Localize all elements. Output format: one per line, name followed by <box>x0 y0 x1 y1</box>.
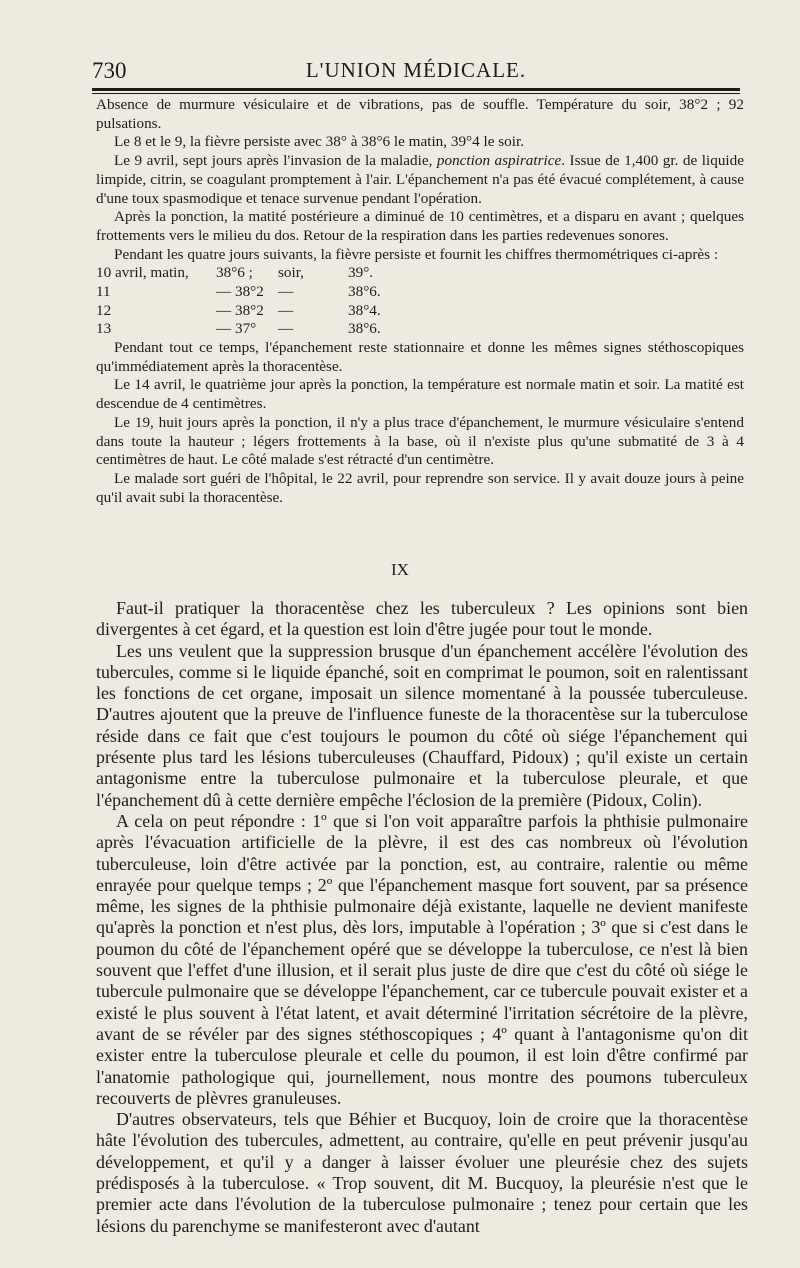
temp-separator: soir, <box>278 264 304 282</box>
paragraph: Le 8 et le 9, la fièvre persiste avec 38° à 38°6 le matin, 39°4 le soir. <box>114 133 525 151</box>
page-number: 730 <box>92 58 127 83</box>
temp-separator: — <box>278 283 294 301</box>
paragraph: Absence de murmure vésiculaire et de vibrations, pas de souffle. Température du soir, 38°2 ; 92 pulsations. <box>96 96 744 132</box>
text-run: . Issue de 1,400 gr. de liquide limpide, citrin, se coagulant promptement à l'air. L'épanchement n'a pas été évacué complétement, à cause d'une toux spasmodique et tenace survenue pendant l'opération. <box>96 152 744 207</box>
page-header <box>92 54 740 90</box>
emphasis: ponction aspiratrice <box>436 152 562 170</box>
paragraph: Le malade sort guéri de l'hôpital, le 22 avril, pour reprendre son service. Il y avait douze jours à peine qu'il avait subi la thoracentèse. <box>96 470 744 506</box>
paragraph: Le 14 avril, le quatrième jour après la ponction, la température est normale matin et soir. La matité est descendue de 4 centimètres. <box>96 376 744 413</box>
temp-date: 11 <box>96 283 111 301</box>
temp-separator: — <box>278 301 294 319</box>
temperature-row <box>96 302 744 321</box>
section-body <box>96 598 748 1237</box>
paragraph: A cela on peut répondre : 1º que si l'on voit apparaître parfois la phthisie pulmonaire après l'évacuation artificielle de la plèvre, il est des cas nombreux où l'évolution tuberculeuse, loin d'être activée par la ponction, est, au contraire, ralentie ou même enrayée pour quelque temps ; 2º que l'épanchement masque fort souvent, par sa présence même, les signes de la phthisie pulmonaire déjà existante, laquelle ne devient manifeste qu'après la ponction et n'est plus, dès lors, imputable à l'opération ; 3º que si c'est dans le poumon du côté de l'épanchement opéré que se développe la tuberculose, ce n'est là bien souvent que l'effet d'une illusion, et il serait plus juste de dire que c'est du côté où siége le tubercule pulmonaire que se développe l'épanchement, car ce tubercule pouvait exister et a existé le plus souvent à l'état latent, et avait déterminé l'irritation sécrétoire de la plèvre, avant de se révéler par des signes stéthoscopiques ; 4º quant à l'antagonisme qu'on dit exister entre la tuberculose pleurale et celle du poumon, il est loin d'être confirmé par l'anatomie pathologique qui, journellement, nous montre des poumons tuberculeux recouverts de plèvres granuleuses. <box>96 810 748 1108</box>
paragraph: Faut-il pratiquer la thoracentèse chez les tuberculeux ? Les opinions sont bien divergentes à cet égard, et la question est loin d'être jugée pour tout le monde. <box>96 598 748 640</box>
paragraph: Pendant tout ce temps, l'épanchement reste stationnaire et donne les mêmes signes stéthoscopiques qu'immédiatement après la thoracentèse. <box>96 339 744 375</box>
section-number: IX <box>391 560 409 579</box>
temp-date: 12 <box>96 301 112 319</box>
paragraph: D'autres observateurs, tels que Béhier et Bucquoy, loin de croire que la thoracentèse hâte l'évolution des tubercules, admettent, au contraire, qu'elle en peut prévenir jusqu'au développement, et qu'il y a danger à laisser évoluer une pleurésie chez des sujets prédisposés à la tuberculose. « Trop souvent, dit M. Bucquoy, la pleurésie n'est que le premier acte dans l'évolution de la tuberculose pulmonaire ; tenez pour certain que les lésions du parenchyme se manifesteront avec d'autant <box>96 1109 748 1236</box>
running-title: L'UNION MÉDICALE. <box>305 58 527 82</box>
temperature-row <box>96 320 744 339</box>
temp-separator: — <box>278 320 294 338</box>
temp-morning: 38°6 ; <box>216 264 253 282</box>
temp-morning: — 38°2 <box>216 301 264 319</box>
temp-morning: — 38°2 <box>216 283 264 301</box>
temp-morning: — 37° <box>216 320 257 338</box>
temp-date: 13 <box>96 320 112 338</box>
temp-date: 10 avril, matin, <box>96 264 189 282</box>
paragraph: Après la ponction, la matité postérieure a diminué de 10 centimètres, et a disparu en avant ; quelques frottements vers le milieu du dos. Retour de la respiration dans les parties redevenues sonores. <box>96 208 744 244</box>
header-rule-thin <box>92 93 740 94</box>
temp-evening: 38°6. <box>348 320 381 338</box>
temp-evening: 38°6. <box>348 283 381 301</box>
paragraph: Les uns veulent que la suppression brusque d'un épanchement accélère l'évolution des tubercules, comme si le liquide épanché, soit en comprimat le poumon, soit en ralentissant les fonctions de cet organe, imposait un silence momentané à la poussée tuberculeuse. D'autres ajoutent que la preuve de l'influence funeste de la thoracentèse sur la tuberculose réside dans ce fait que c'est toujours le poumon du côté où siége l'épanchement qui présente plus tard les lésions tuberculeuses (Chauffard, Pidoux) ; qu'il existe un certain antagonisme entre la tuberculose pulmonaire et la tuberculose pleurale, et que l'épanchement dû à cette dernière empêche l'éclosion de la première (Pidoux, Colin). <box>96 640 748 810</box>
temperature-row <box>96 264 744 283</box>
paragraph: Le 19, huit jours après la ponction, il n'y a plus trace d'épanchement, le murmure vésiculaire s'entend dans toute la hauteur ; légers frottements à la base, où il n'existe plus qu'une submatité de 3 à 4 centimètres de haut. Le côté malade s'est rétracté d'un centimètre. <box>96 413 744 469</box>
case-report <box>96 96 744 507</box>
temp-evening: 39°. <box>348 264 374 282</box>
temp-evening: 38°4. <box>348 301 381 319</box>
temperature-row <box>96 283 744 302</box>
paragraph <box>96 152 744 208</box>
header-rule <box>92 88 740 91</box>
text-run: Le 9 avril, sept jours après l'invasion de la maladie, <box>114 152 437 170</box>
paragraph: Pendant les quatre jours suivants, la fièvre persiste et fournit les chiffres thermométriques ci-après : <box>114 245 719 263</box>
temperature-list <box>96 264 744 339</box>
